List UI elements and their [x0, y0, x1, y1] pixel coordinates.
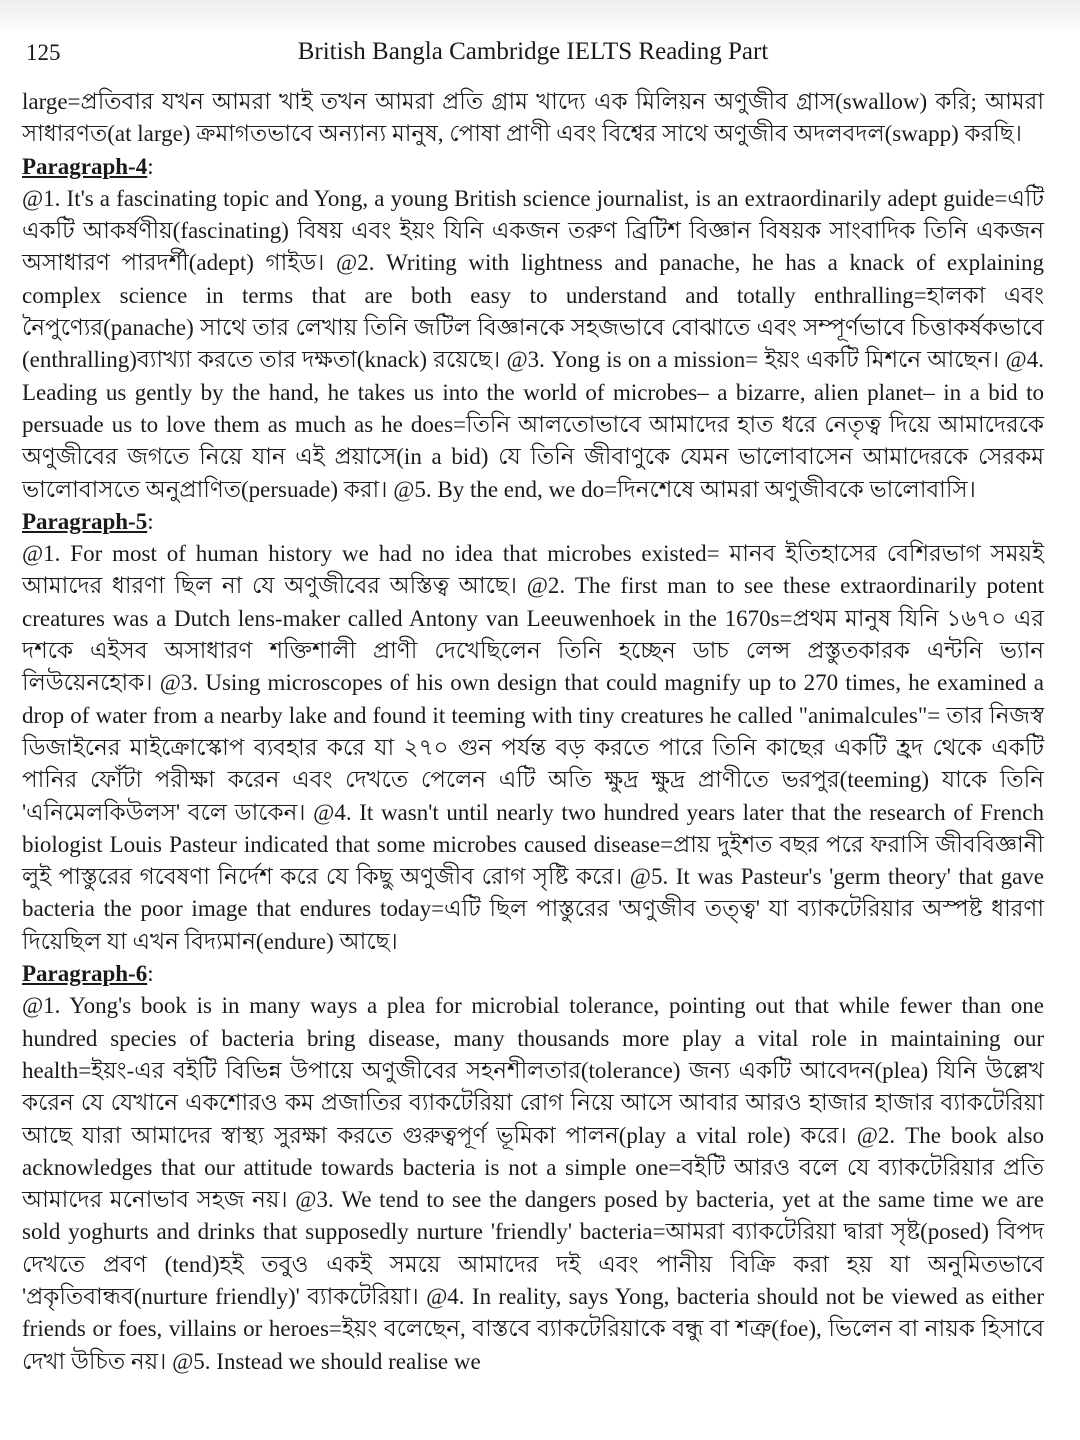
running-title: British Bangla Cambridge IELTS Reading Part [297, 38, 769, 65]
heading-colon: : [147, 153, 154, 179]
paragraph-5-text: @1. For most of human history we had no idea that microbes existed= মানব ইতিহাসের বেশিরভাগ সময়ই আমাদের ধারণা ছিল না যে অণুজীবের অস্তিত্ব আছে। @2. The first man to see these extraordinarily potent creatures was a Dutch lens-maker called Antony van Leeuwenhoek in the 1670s=প্রথম মানুষ যিনি ১৬৭০ এর দশকে এইসব অসাধারণ শক্তিশালী প্রাণী দেখেছিলেন তিনি হচ্ছেন ডাচ লেন্স প্রস্তুতকারক এন্টনি ভ্যান লিউয়েনহোক। @3. Using microscopes of his own design that could magnify up to 270 times, he examined a drop of water from a nearby lake and found it teeming with tiny creatures he called "animalcules"= তার নিজস্ব ডিজাইনের মাইক্রোস্কোপ ব্যবহার করে যা ২৭০ গুন পর্যন্ত বড় করতে পারে তিনি কাছের একটি হ্রদ থেকে একটি পানির ফোঁটা পরীক্ষা করেন এবং দেখতে পেলেন এটি অতি ক্ষুদ্র ক্ষুদ্র প্রাণীতে ভরপুর(teeming) যাকে তিনি 'এনিমেলকিউলস' বলে ডাকেন। @4. It wasn't until nearly two hundred years later that the research of French biologist Louis Pasteur indicated that some microbes caused disease=প্রায় দুইশত বছর পরে ফরাসি জীববিজ্ঞানী লুই পাস্তুরের গবেষণা নির্দেশ করে যে কিছু অণুজীব রোগ সৃষ্টি করে। @5. It was Pasteur's 'germ theory' that gave bacteria the poor image that endures today=এটি ছিল পাস্তুরের 'অণুজীব তত্ত্ব' যা ব্যাকটেরিয়ার অস্পষ্ট ধারণা দিয়েছিল যা এখন বিদ্যমান(endure) আছে। [22, 541, 1044, 954]
paragraph-4-text: @1. It's a fascinating topic and Yong, a young British science journalist, is an extraordinarily adept guide=এটি একটি আকর্ষণীয়(fascinating) বিষয় এবং ইয়ং যিনি একজন তরুণ ব্রিটিশ বিজ্ঞান বিষয়ক সাংবাদিক তিনি একজন অসাধারণ পারদর্শী(adept) গাইড। @2. Writing with lightness and panache, he has a knack of explaining complex science in terms that are both easy to understand and totally enthralling=হালকা এবং নৈপুণ্যের(panache) সাথে তার লেখায় তিনি জটিল বিজ্ঞানকে সহজভাবে বোঝাতে এবং সম্পূর্ণভাবে চিত্তাকর্ষকভাবে (enthralling)ব্যাখ্যা করতে তার দক্ষতা(knack) রয়েছে। @3. Yong is on a mission= ইয়ং একটি মিশনে আছেন। @4. Leading us gently by the hand, he takes us into the world of microbes– a bizarre, alien planet– in a bid to persuade us to love them as much as he does=তিনি আলতোভাবে আমাদের হাত ধরে নেতৃত্ব দিয়ে আমাদেরকে অণুজীবের জগতে নিয়ে যান এই প্রয়াসে(in a bid) যে তিনি জীবাণুকে যেমন ভালোবাসেন আমাদেরকে সেরকম ভালোবাসতে অনুপ্রাণিত(persuade) করা। @5. By the end, we do=দিনশেষে আমরা অণুজীবকে ভালোবাসি। [22, 185, 1044, 502]
heading-text: Paragraph-4 [22, 153, 148, 179]
page-number: 125 [26, 40, 61, 65]
paragraph-6-text: @1. Yong's book is in many ways a plea for microbial tolerance, pointing out that while fewer than one hundred species of bacteria bring disease, many thousands more play a vital role in maintaining our health=ইয়ং-এর বইটি বিভিন্ন উপায়ে অণুজীবের সহনশীলতার(tolerance) জন্য একটি আবেদন(plea) যিনি উল্লেখ করেন যে যেখানে একশোরও কম প্রজাতির ব্যাকটেরিয়া রোগ নিয়ে আসে আবার আরও হাজার হাজার ব্যাকটেরিয়া আছে যারা আমাদের স্বাস্থ্য সুরক্ষা করতে গুরুত্বপূর্ণ ভূমিকা পালন(play a vital role) করে। @2. The book also acknowledges that our attitude towards bacteria is not a simple one=বইটি আরও বলে যে ব্যাকটেরিয়ার প্রতি আমাদের মনোভাব সহজ নয়। @3. We tend to see the dangers posed by bacteria, yet at the same time we are sold yoghurts and drinks that supposedly nurture 'friendly' bacteria=আমরা ব্যাকটেরিয়া দ্বারা সৃষ্ট(posed) বিপদ দেখতে প্রবণ (tend)হই তবুও একই সময়ে আমাদের দই এবং পানীয় বিক্রি করা হয় যা অনুমিতভাবে 'প্রকৃতিবান্ধব(nurture friendly)' ব্যাকটেরিয়া। @4. In reality, says Yong, bacteria should not be viewed as either friends or foes, villains or heroes=ইয়ং বলেছেন, বাস্তবে ব্যাকটেরিয়াকে বন্ধু বা শত্রু(foe), ভিলেন বা নায়ক হিসাবে দেখা উচিত নয়। @5. Instead we should realise we [22, 993, 1044, 1374]
document-body [22, 86, 1044, 1378]
paragraph-6-heading [22, 958, 1044, 990]
paragraph-5-heading [22, 506, 1044, 538]
page-header [0, 36, 1080, 72]
paragraph-3-continuation: large=প্রতিবার যখন আমরা খাই তখন আমরা প্রতি গ্রাম খাদ্যে এক মিলিয়ন অণুজীব গ্রাস(swallow) করি; আমরা সাধারণত(at large) ক্রমাগতভাবে অন্যান্য মানুষ, পোষা প্রাণী এবং বিশ্বের সাথে অণুজীব অদলবদল(swapp) করছি। [22, 89, 1044, 147]
heading-colon: : [147, 961, 154, 987]
heading-text: Paragraph-5 [22, 508, 148, 534]
heading-colon: : [147, 508, 154, 534]
top-edge-strip [0, 0, 1080, 30]
heading-text: Paragraph-6 [22, 961, 148, 987]
paragraph-4-heading [22, 151, 1044, 183]
